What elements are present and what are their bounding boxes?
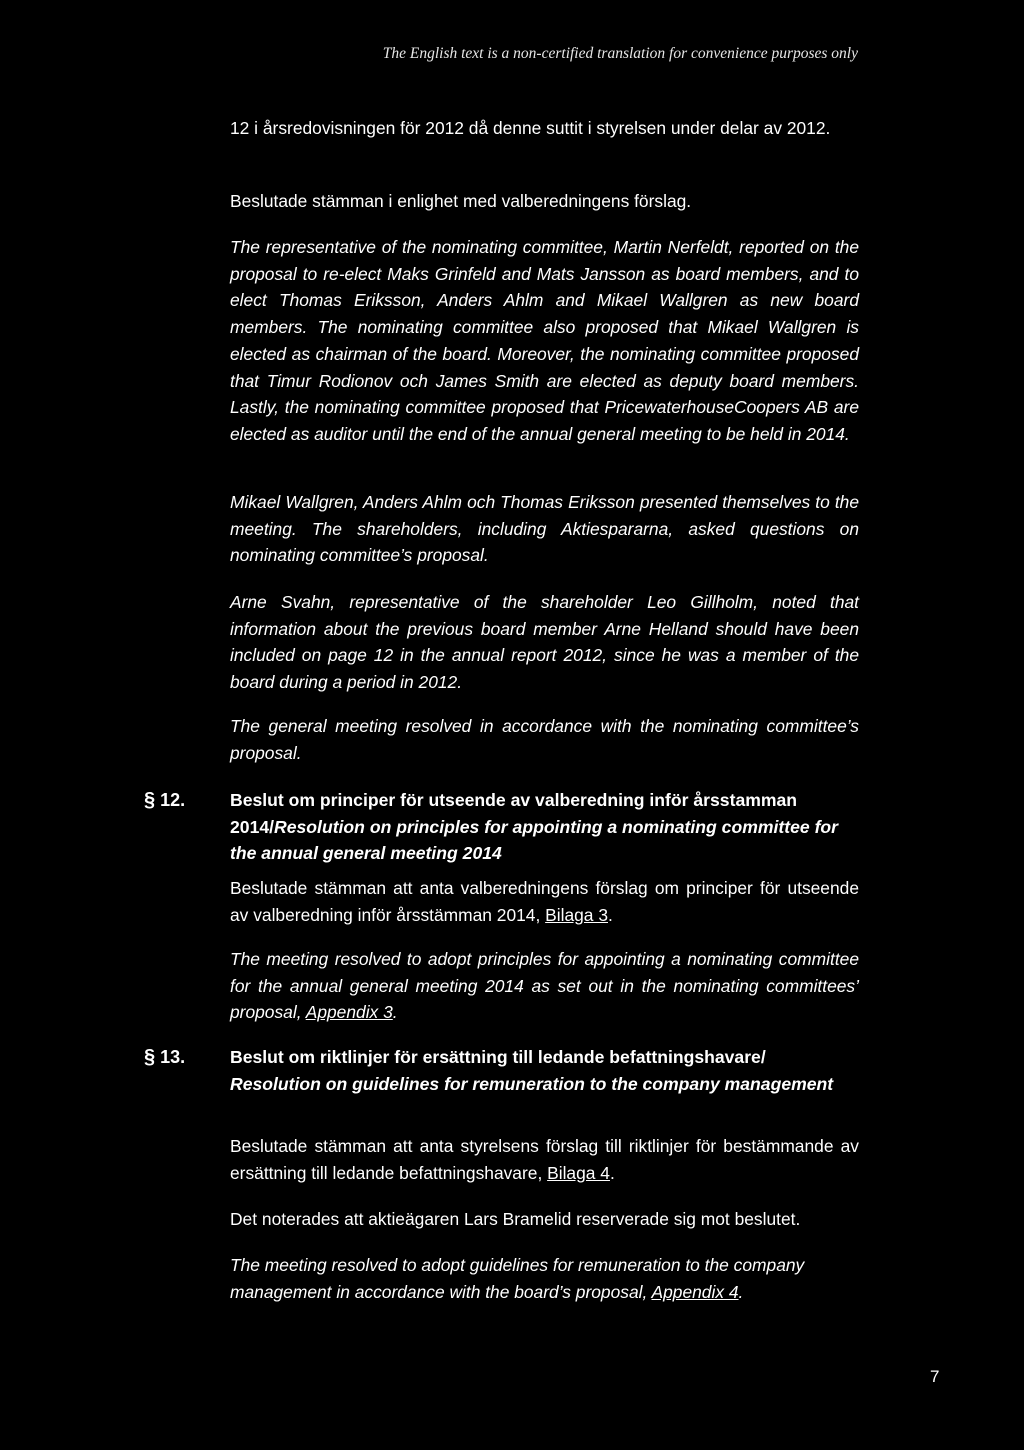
appendix-link[interactable]: Appendix 4 <box>651 1281 739 1302</box>
section-13-number <box>144 1044 185 1071</box>
section-13-swedish-text <box>230 1133 859 1186</box>
body-text: Beslutade stämman att anta valberedningens förslag om principer för utseende av valberedning inför årsstämman 2014, <box>230 878 859 925</box>
paragraph-shareholder-note: Arne Svahn, representative of the shareholder Leo Gillholm, noted that information about the previous board member Arne Helland should have been included on page 12 in the annual report 2012, since he was a member of the board during a period in 2012. <box>230 592 859 693</box>
paragraph-resolution-en: The general meeting resolved in accordance with the nominating committee’s proposal. <box>230 716 859 763</box>
paragraph-resolution-sv: Beslutade stämman i enlighet med valberedningens förslag. <box>230 191 692 211</box>
body-end: . <box>608 904 613 925</box>
heading-swedish: Beslut om principer för utseende av valberedning inför årsstamman 2014/ <box>230 790 798 837</box>
paragraph-sign: § <box>144 789 156 811</box>
body-end: . <box>392 1002 398 1023</box>
appendix-link[interactable]: Appendix 3 <box>305 1002 393 1023</box>
body-end: . <box>609 1162 615 1183</box>
paragraph-annual-report: 12 i årsredovisningen för 2012 då denne suttit i styrelsen under delar av 2012. <box>230 118 831 138</box>
heading-english: Resolution on principles for appointing a nominating committee for the annual general meeting 2014 <box>230 816 839 864</box>
page-number: 7 <box>930 1367 940 1386</box>
appendix-link[interactable]: Bilaga 4 <box>547 1162 610 1183</box>
section-12-number <box>144 787 185 814</box>
paragraph-nominating-proposal: The representative of the nominating committee, Martin Nerfeldt, reported on the proposal to re-elect Maks Grinfeld and Mats Jansson as board members, and to elect Thomas Eriksson, Anders Ahlm and Mikael Wallgren as new board members. The nominating committee also proposed that Mikael Wallgren is elected as chairman of the board. Moreover, the nominating committee proposed that Timur Rodionov och James Smith are elected as deputy board members. Lastly, the nominating committee proposed that PricewaterhouseCoopers AB are elected as auditor until the end of the annual general meeting to be held in 2014. <box>230 237 859 444</box>
section-12-swedish-text <box>230 875 859 928</box>
body-end: . <box>738 1281 744 1302</box>
section-number: 12. <box>160 790 186 810</box>
section-13-english-text <box>230 1252 859 1305</box>
section-number: 13. <box>160 1047 186 1067</box>
section-12-english-text <box>230 946 859 1026</box>
translation-note: The English text is a non-certified translation for convenience purposes only <box>382 45 858 62</box>
section-12-heading <box>230 787 859 867</box>
appendix-link[interactable]: Bilaga 3 <box>545 904 608 925</box>
section-13-heading <box>230 1044 859 1097</box>
body-text: Beslutade stämman att anta styrelsens förslag till riktlinjer för bestämmande av ersättning till ledande befattningshavare, <box>230 1136 859 1183</box>
body-text: The meeting resolved to adopt guidelines for remuneration to the company management in accordance with the board’s proposal, <box>230 1255 805 1302</box>
body-text: The meeting resolved to adopt principles for appointing a nominating committee for the annual general meeting 2014 as set out in the nominating committees’ proposal, <box>230 949 859 1023</box>
paragraph-sign: § <box>144 1046 156 1068</box>
paragraph-presentations: Mikael Wallgren, Anders Ahlm och Thomas Eriksson presented themselves to the meeting. The shareholders, including Aktiespararna, asked questions on nominating committee’s proposal. <box>230 492 859 566</box>
section-13-note: Det noterades att aktieägaren Lars Bramelid reserverade sig mot beslutet. <box>230 1209 801 1229</box>
heading-english: Resolution on guidelines for remuneration to the company management <box>230 1073 834 1094</box>
heading-swedish: Beslut om riktlinjer för ersättning till ledande befattningshavare/ <box>230 1047 766 1067</box>
